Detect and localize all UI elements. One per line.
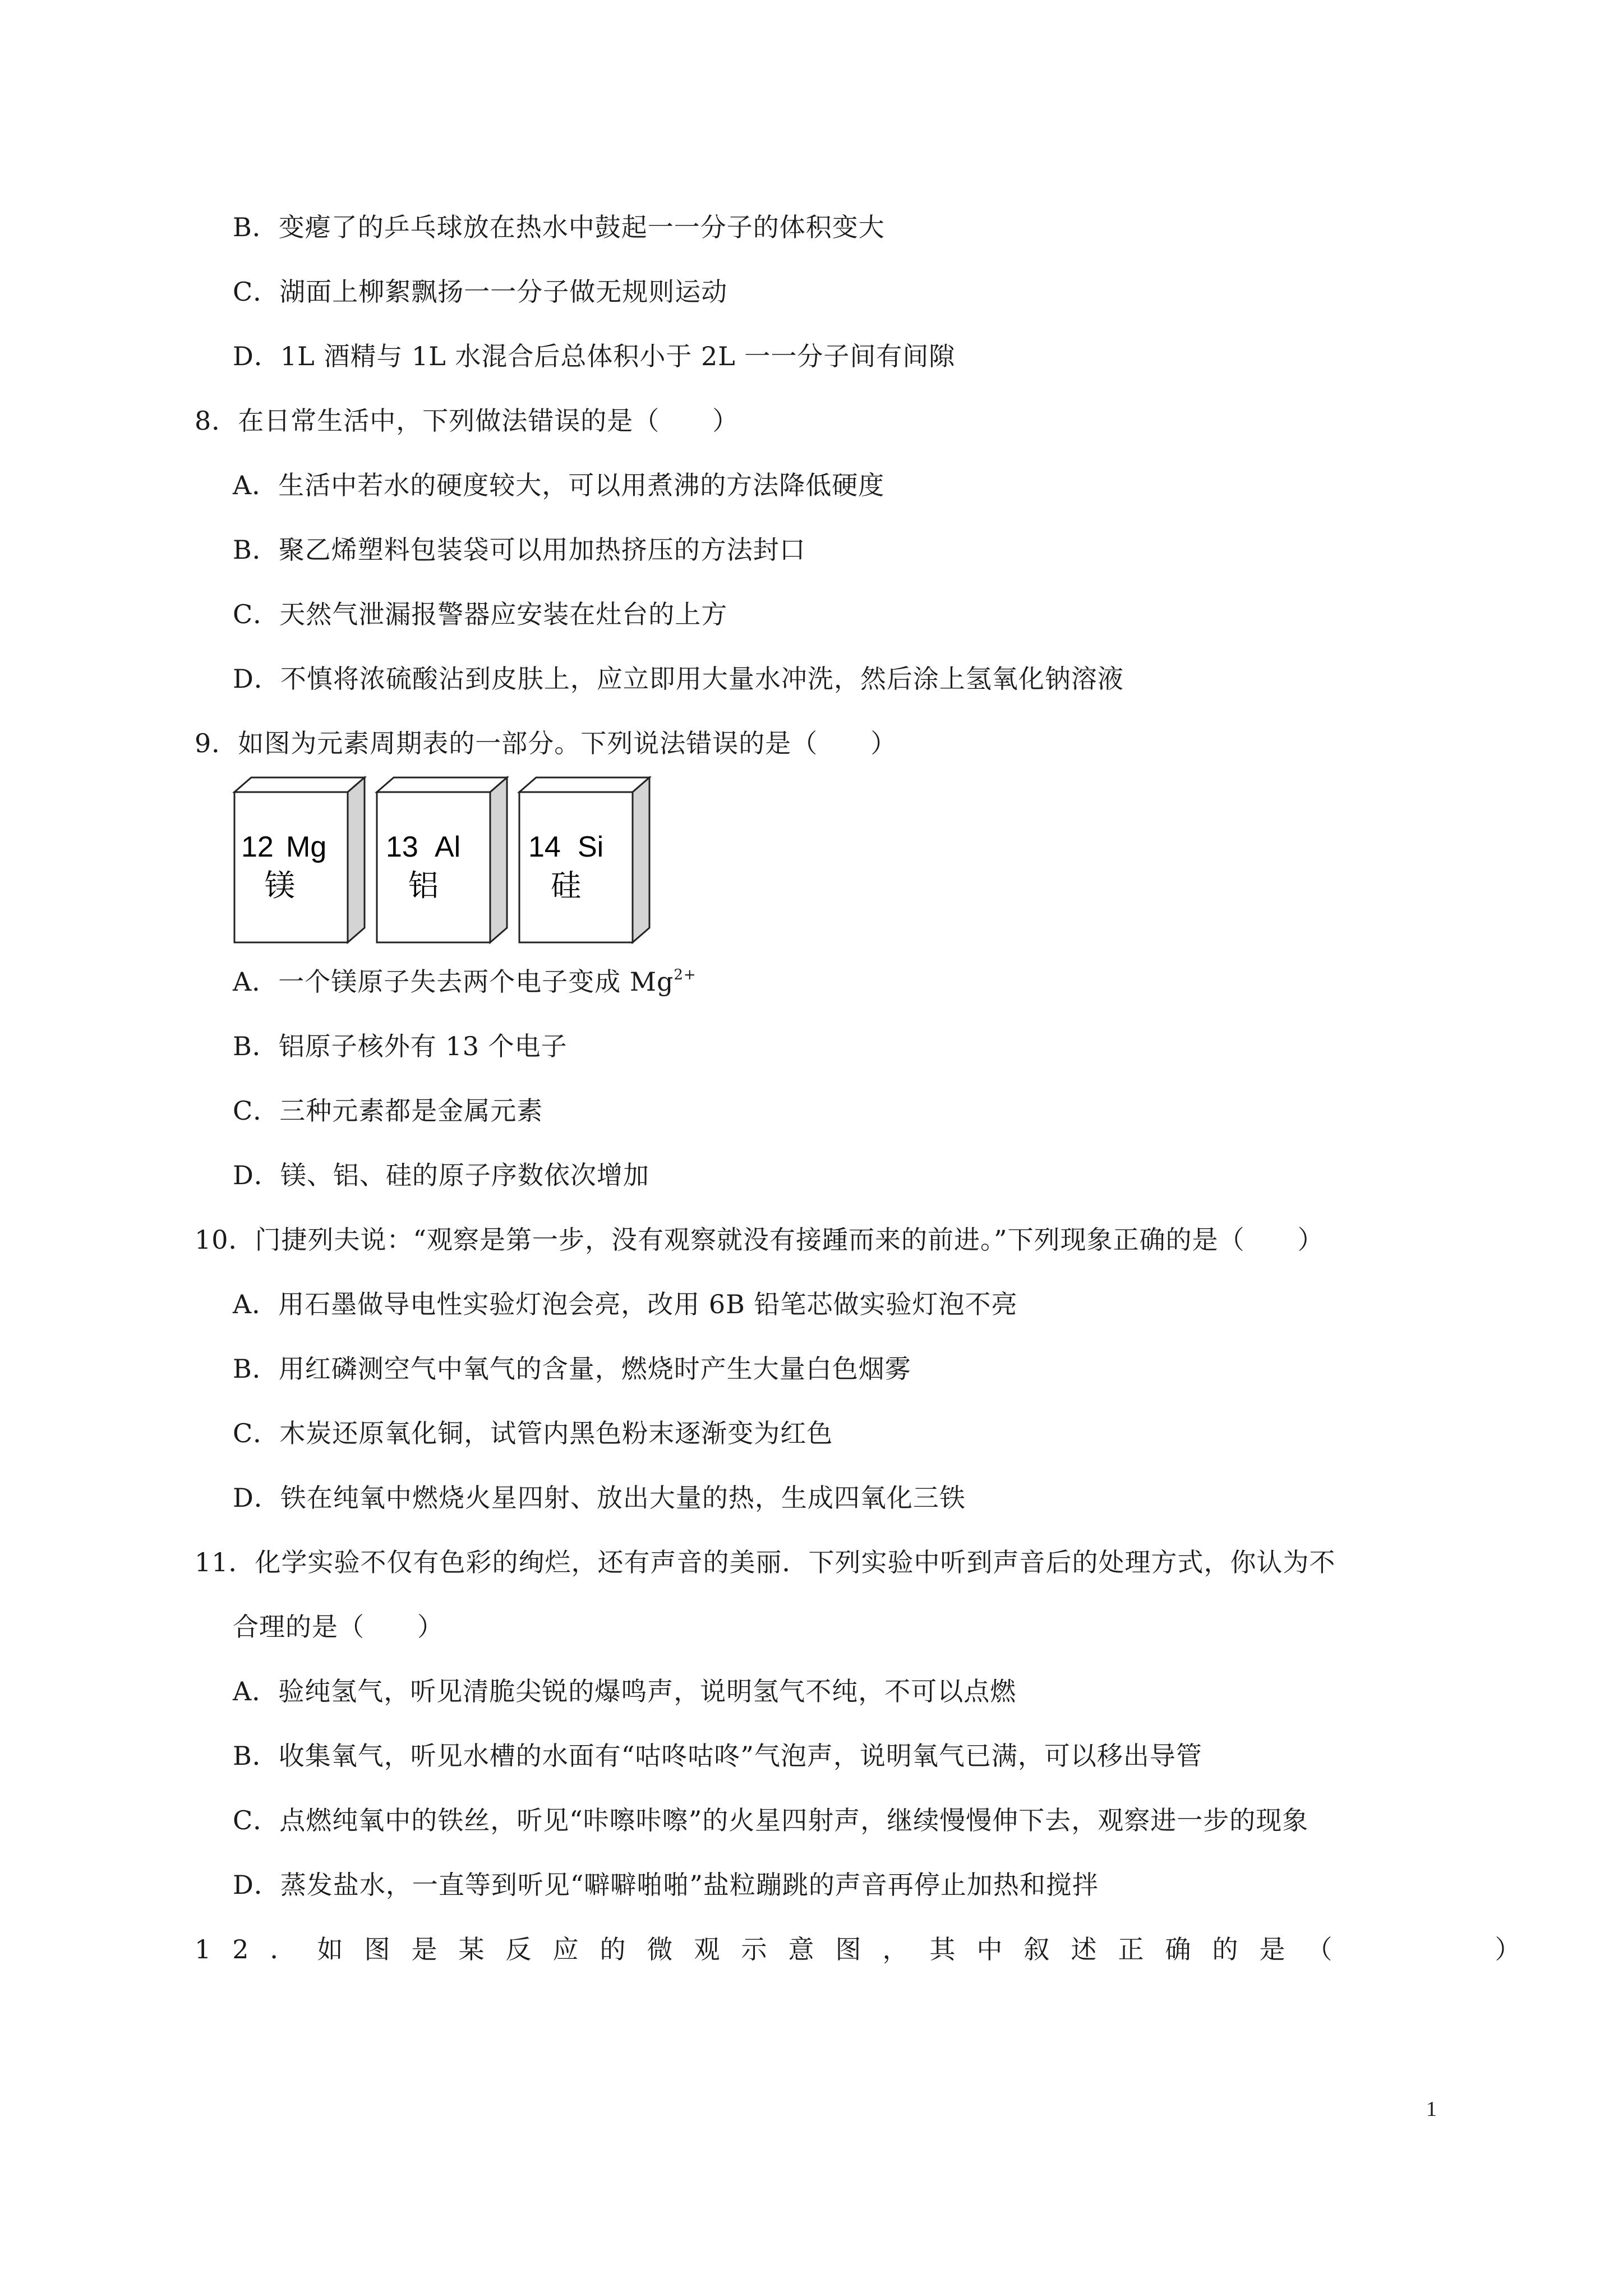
element-cell-si bbox=[519, 777, 649, 942]
q12-stem: 12．如图是某反应的微观示意图，其中叙述正确的是（ ） bbox=[195, 1934, 1542, 1964]
element-number-si: 14 bbox=[528, 831, 561, 863]
q11-option-a: A．验纯氢气，听见清脆尖锐的爆鸣声，说明氢气不纯，不可以点燃 bbox=[233, 1676, 1017, 1706]
element-symbol-mg: Mg bbox=[286, 831, 327, 863]
element-name-al: 铝 bbox=[408, 868, 439, 903]
element-name-si: 硅 bbox=[551, 868, 581, 903]
q10-option-a: A．用石墨做导电性实验灯泡会亮，改用 6B 铅笔芯做实验灯泡不亮 bbox=[233, 1289, 1018, 1319]
q8-stem: 8．在日常生活中，下列做法错误的是（ ） bbox=[195, 406, 739, 436]
q11-stem-line1: 11．化学实验不仅有色彩的绚烂，还有声音的美丽．下列实验中听到声音后的处理方式，你认为不 bbox=[195, 1547, 1336, 1577]
element-cell-al bbox=[377, 777, 507, 942]
q9-option-a bbox=[233, 965, 697, 999]
element-number-mg: 12 bbox=[241, 831, 274, 863]
q10-stem: 10．门捷列夫说：“观察是第一步，没有观察就没有接踵而来的前进。”下列现象正确的是（ ） bbox=[195, 1225, 1324, 1255]
q8-option-c: C．天然气泄漏报警器应安装在灶台的上方 bbox=[233, 599, 728, 629]
q10-option-b: B．用红磷测空气中氧气的含量，燃烧时产生大量白色烟雾 bbox=[233, 1354, 911, 1384]
q9-option-a-text: A．一个镁原子失去两个电子变成 Mg bbox=[233, 967, 674, 997]
q11-stem-line2: 合理的是（ ） bbox=[233, 1612, 444, 1642]
q7-option-c: C．湖面上柳絮飘扬一一分子做无规则运动 bbox=[233, 277, 728, 307]
q8-option-b: B．聚乙烯塑料包装袋可以用加热挤压的方法封口 bbox=[233, 535, 806, 565]
q7-option-b: B．变瘪了的乒乓球放在热水中鼓起一一分子的体积变大 bbox=[233, 212, 885, 242]
q7-option-d: D．1L 酒精与 1L 水混合后总体积小于 2L 一一分子间有间隙 bbox=[233, 341, 956, 371]
q10-option-d: D．铁在纯氧中燃烧火星四射、放出大量的热，生成四氧化三铁 bbox=[233, 1483, 966, 1513]
q8-option-a: A．生活中若水的硬度较大，可以用煮沸的方法降低硬度 bbox=[233, 470, 885, 500]
q8-option-d: D．不慎将浓硫酸沾到皮肤上，应立即用大量水冲洗，然后涂上氢氧化钠溶液 bbox=[233, 664, 1124, 694]
q11-option-c: C．点燃纯氧中的铁丝，听见“咔嚓咔嚓”的火星四射声，继续慢慢伸下去，观察进一步的现象 bbox=[233, 1805, 1309, 1835]
element-symbol-al: Al bbox=[435, 831, 461, 863]
element-symbol-si: Si bbox=[578, 831, 604, 863]
q9-option-a-charge: 2+ bbox=[674, 967, 697, 983]
q11-option-d: D．蒸发盐水，一直等到听见“噼噼啪啪”盐粒蹦跳的声音再停止加热和搅拌 bbox=[233, 1870, 1099, 1900]
q11-option-b: B．收集氧气，听见水槽的水面有“咕咚咕咚”气泡声，说明氧气已满，可以移出导管 bbox=[233, 1741, 1202, 1771]
q9-option-c: C．三种元素都是金属元素 bbox=[233, 1096, 543, 1126]
periodic-table-figure bbox=[230, 775, 662, 949]
q9-option-b: B．铝原子核外有 13 个电子 bbox=[233, 1031, 568, 1061]
element-name-mg: 镁 bbox=[265, 868, 295, 903]
page-number: 1 bbox=[1426, 2097, 1437, 2121]
q9-stem: 9．如图为元素周期表的一部分。下列说法错误的是（ ） bbox=[195, 728, 897, 758]
element-number-al: 13 bbox=[386, 831, 418, 863]
element-cell-mg bbox=[234, 777, 365, 942]
q9-option-d: D．镁、铝、硅的原子序数依次增加 bbox=[233, 1160, 649, 1190]
q10-option-c: C．木炭还原氧化铜，试管内黑色粉末逐渐变为红色 bbox=[233, 1418, 833, 1448]
